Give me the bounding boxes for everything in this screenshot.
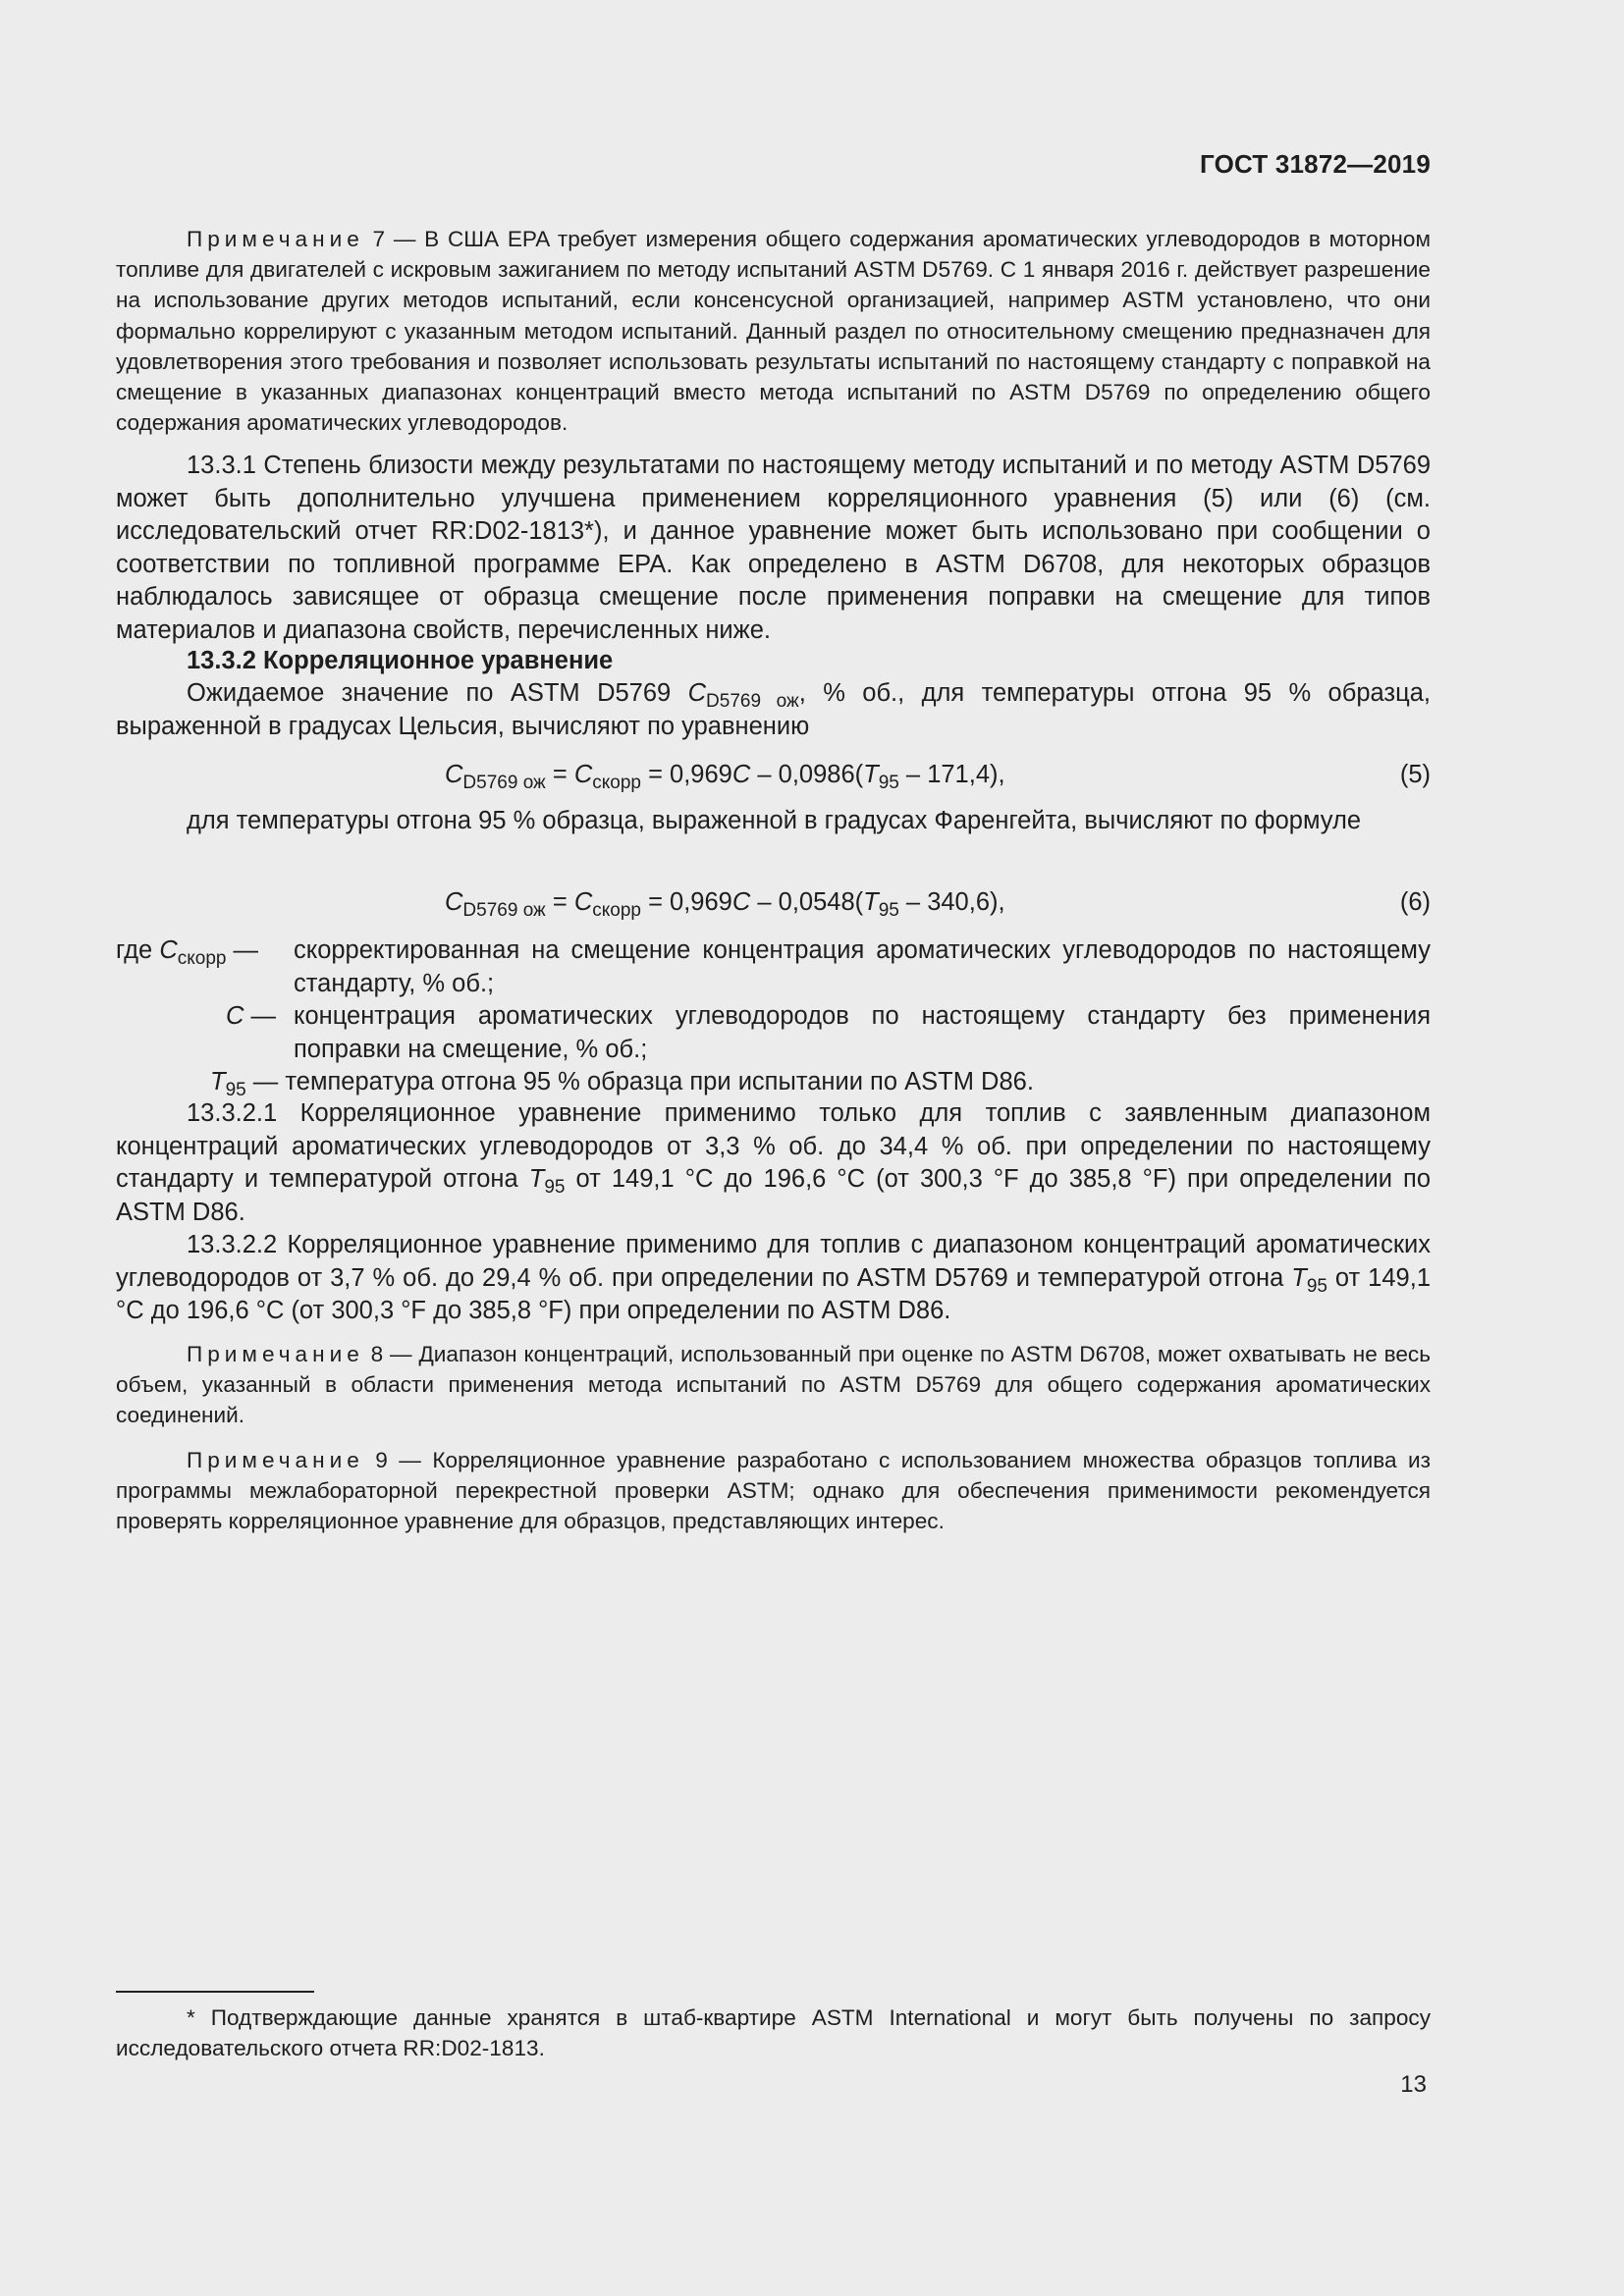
formula-expression: $C_{D5769 ож} = C_{скорр} = 0,969C - 0,0986(T_{95} - 171,4)$, <box>445 761 1005 793</box>
formula-6 <box>116 885 1431 919</box>
note-text: 8 — Диапазон концентраций, использованный при оценке по ASTM D6708, может охватывать не весь объем, указанный в области применения метода испытаний по ASTM D5769 для общего содержания ароматических соединений. <box>116 1342 1431 1428</box>
where-item-t95 <box>116 1066 1431 1099</box>
note-label: Примечание <box>187 1342 364 1366</box>
formula-number: (5) <box>1399 761 1431 788</box>
document-page <box>116 0 1431 2296</box>
where-term: где $C_{скорр}$ — <box>116 936 259 969</box>
note-7 <box>116 224 1431 438</box>
section-heading-13-3-2: 13.3.2 Корреляционное уравнение <box>187 647 614 674</box>
formula-5 <box>116 758 1431 791</box>
note-text: 9 — Корреляционное уравнение разработано с использованием множества образцов топлива из программы межлабораторной перекрестной проверки ASTM; однако для обеспечения применимости рекомендуется проверять корреляционное уравнение для образцов, представляющих интерес. <box>116 1448 1431 1534</box>
formula-expression: $C_{D5769 ож} = C_{скорр} = 0,969C - 0,0548(T_{95} - 340,6)$, <box>445 888 1005 921</box>
page-number: 13 <box>1400 2071 1427 2098</box>
where-item-c-corr <box>116 934 1431 1001</box>
note-9 <box>116 1445 1431 1537</box>
paragraph-13-3-2-1: 13.3.2.1 Корреляционное уравнение применимо только для топлив с заявленным диапазоном концентраций ароматических углеводородов от 3,3 % об. до 34,4 % об. при определении по настоящему стандарту и температурой отгона $T_{95}$ от 149,1 °С до 196,6 °С (от 300,3 °F до 385,8 °F) при определении по ASTM D86. <box>116 1099 1431 1226</box>
where-definition: скорректированная на смещение концентрация ароматических углеводородов по настоящему стандарту, % об.; <box>294 936 1431 997</box>
paragraph-fahrenheit: для температуры отгона 95 % образца, выраженной в градусах Фаренгейта, вычисляют по формуле <box>187 807 1362 834</box>
note-label: Примечание <box>187 1448 364 1472</box>
document-header: ГОСТ 31872—2019 <box>1200 149 1431 179</box>
paragraph-13-3-2-2: 13.3.2.2 Корреляционное уравнение применимо для топлив с диапазоном концентраций ароматических углеводородов от 3,7 % об. до 29,4 % об. при определении по ASTM D5769 и температурой отгона $T_{95}$ от 149,1 °С до 196,6 °С (от 300,3 °F до 385,8 °F) при определении по ASTM D86. <box>116 1231 1431 1325</box>
footnote: * Подтверждающие данные хранятся в штаб-квартире ASTM International и могут быть получены по запросу исследовательского отчета RR:D02-1813. <box>116 2005 1431 2061</box>
note-8 <box>116 1339 1431 1431</box>
where-definition: концентрация ароматических углеводородов по настоящему стандарту без применения поправки на смещение, % об.; <box>294 1002 1431 1063</box>
footnote-rule <box>116 1991 314 1993</box>
where-item-c <box>116 1000 1431 1067</box>
note-text: 7 — В США EPA требует измерения общего содержания ароматических углеводородов в моторном топливе для двигателей с искровым зажиганием по методу испытаний ASTM D5769. С 1 января 2016 г. действует разрешение на использование других методов испытаний, если консенсусной организацией, например ASTM установлено, что они формально коррелируют с указанным методом испытаний. Данный раздел по относительному смещению предназначен для удовлетворения этого требования и позволяет использовать результаты испытаний по настоящему стандарту с поправкой на смещение в указанных диапазонах концентраций вместо метода испытаний по ASTM D5769 по определению общего содержания ароматических углеводородов. <box>116 227 1431 436</box>
formula-number: (6) <box>1399 888 1431 916</box>
note-label: Примечание <box>187 227 364 251</box>
paragraph-13-3-2: Ожидаемое значение по ASTM D5769 $C_{D5769 ож}$, % об., для температуры отгона 95 % образца, выраженной в градусах Цельсия, вычисляют по уравнению <box>116 679 1431 740</box>
paragraph-13-3-1: 13.3.1 Степень близости между результатами по настоящему методу испытаний и по методу ASTM D5769 может быть дополнительно улучшена применением корреляционного уравнения (5) или (6) (см. исследовательский отчет RR:D02-1813*), и данное уравнение может быть использовано при сообщении о соответствии по топливной программе EPA. Как определено в ASTM D6708, для некоторых образцов наблюдалось зависящее от образца смещение после применения поправки на смещение для типов материалов и диапазона свойств, перечисленных ниже. <box>116 452 1431 644</box>
where-term: C — <box>226 1002 277 1030</box>
where-term: $T_{95}$ — температура отгона 95 % образца при испытании по ASTM D86. <box>210 1068 1034 1100</box>
